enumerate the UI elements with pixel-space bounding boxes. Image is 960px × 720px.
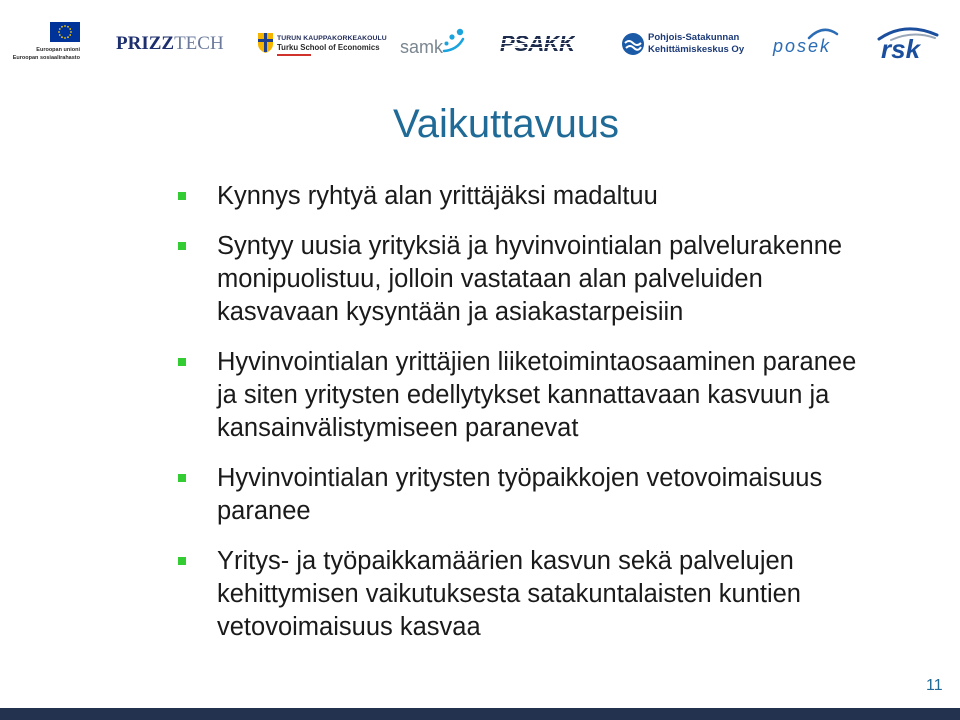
bullet-item bbox=[170, 230, 856, 329]
samk-logo-text: samk bbox=[400, 37, 444, 57]
pskk-logo-text bbox=[648, 32, 744, 56]
tse-logo-line1: TURUN KAUPPAKORKEAKOULU bbox=[277, 35, 387, 42]
bottom-bar bbox=[0, 708, 960, 720]
pskk-logo-line2: Kehittämiskeskus Oy bbox=[648, 44, 745, 55]
psakk-logo: PSAKK bbox=[500, 31, 575, 56]
bullet-list bbox=[170, 180, 856, 644]
samk-logo bbox=[400, 30, 470, 58]
tse-logo-line2: Turku School of Economics bbox=[277, 43, 380, 52]
eu-logo-line2: Euroopan sosiaalirahasto bbox=[12, 55, 80, 61]
bullet-text-line: paranee bbox=[217, 497, 311, 525]
bullet-text-line: kansainvälistymiseen paranevat bbox=[217, 414, 579, 442]
bullet-text-line: Hyvinvointialan yrittäjien liiketoimintaosaaminen paranee bbox=[217, 348, 857, 376]
prizztech-logo bbox=[116, 33, 224, 55]
bullet-square-icon bbox=[178, 192, 186, 200]
bullet-square-icon bbox=[178, 557, 186, 565]
rsk-logo bbox=[875, 25, 941, 64]
bullet-text-line: ja siten yritysten edellytykset kannattavaan kasvuun ja bbox=[217, 381, 830, 409]
bullet-item bbox=[170, 346, 856, 445]
eu-logo-line1: Euroopan unioni bbox=[36, 47, 80, 53]
bullet-item bbox=[170, 462, 856, 528]
bullet-square-icon bbox=[178, 474, 186, 482]
posek-logo-text: posek bbox=[773, 36, 832, 56]
bullet-text-line: Yritys- ja työpaikkamäärien kasvun sekä palvelujen bbox=[217, 547, 794, 575]
bullet-item bbox=[170, 545, 856, 644]
eu-logo-text bbox=[13, 46, 80, 62]
bullet-text-line: kasvavaan kysyntään ja asiakastarpeisiin bbox=[217, 298, 684, 326]
eu-flag-icon bbox=[50, 22, 80, 42]
pskk-logo-line1: Pohjois-Satakunnan bbox=[648, 32, 740, 43]
prizztech-logo-part1: PRIZZ bbox=[116, 33, 175, 54]
bullet-text-line: Syntyy uusia yrityksiä ja hyvinvointialan palvelurakenne bbox=[217, 232, 843, 260]
turku-school-of-economics-logo bbox=[258, 32, 388, 58]
rsk-logo-text: rsk bbox=[881, 34, 921, 64]
tse-logo-subline-decoration bbox=[277, 54, 311, 56]
bullet-text-line: Kynnys ryhtyä alan yrittäjäksi madaltuu bbox=[217, 182, 658, 210]
bullet-text-line: vetovoimaisuus kasvaa bbox=[217, 613, 481, 641]
eu-logo bbox=[10, 20, 82, 62]
bullet-text-line: monipuolistuu, jolloin vastataan alan palveluiden bbox=[217, 265, 763, 293]
wave-circle-icon bbox=[621, 32, 645, 56]
slide-title: Vaikuttavuus bbox=[393, 102, 620, 146]
bullet-square-icon bbox=[178, 358, 186, 366]
bullet-text-line: kehittymisen vaikutuksesta satakuntalaisten kuntien bbox=[217, 580, 801, 608]
samk-dots-icon bbox=[441, 27, 467, 53]
page-number: 11 bbox=[926, 677, 943, 694]
bullet-square-icon bbox=[178, 242, 186, 250]
pohjois-satakunnan-kehittamiskeskus-logo bbox=[621, 31, 756, 57]
bullet-item bbox=[170, 180, 856, 213]
shield-icon bbox=[258, 33, 273, 53]
tse-logo-text bbox=[277, 34, 387, 53]
prizztech-logo-part2: TECH bbox=[174, 33, 224, 54]
bullet-text-line: Hyvinvointialan yritysten työpaikkojen vetovoimaisuus bbox=[217, 464, 823, 492]
posek-logo bbox=[773, 26, 843, 58]
